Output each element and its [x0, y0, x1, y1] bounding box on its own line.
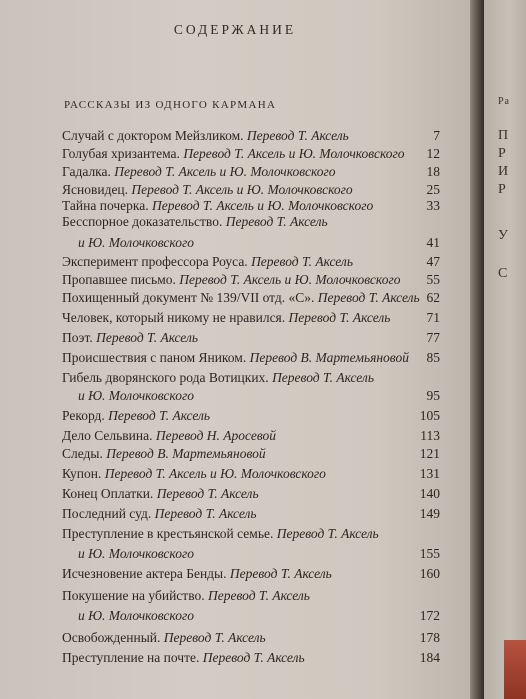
toc-entry-text — [62, 146, 405, 162]
toc-entry-text — [62, 214, 328, 230]
toc-entry — [62, 650, 440, 668]
page-number: 172 — [419, 608, 440, 623]
toc-entry — [62, 235, 440, 253]
story-title: Случай с доктором Мейзликом. — [62, 128, 247, 143]
page-number: 155 — [419, 546, 440, 561]
toc-entry — [62, 408, 440, 426]
facing-page-fragment: Ра — [498, 96, 510, 107]
translator-credit: Перевод Т. Аксель — [108, 408, 211, 423]
story-title: Пропавшее письмо. — [62, 272, 180, 287]
page-number: 7 — [433, 128, 440, 143]
book-cover-edge — [504, 640, 526, 699]
toc-entry-text — [62, 330, 198, 346]
page-number: 184 — [419, 650, 440, 665]
story-title: Поэт. — [62, 330, 97, 345]
translator-credit: Перевод Т. Аксель и Ю. Молочковского — [151, 198, 374, 213]
page-number: 140 — [419, 486, 440, 501]
section-heading: РАССКАЗЫ ИЗ ОДНОГО КАРМАНА — [64, 99, 277, 111]
translator-credit: Перевод Т. Аксель — [225, 214, 328, 229]
translator-credit: и Ю. Молочковского — [78, 235, 194, 250]
toc-entry-text — [62, 272, 400, 288]
toc-entry — [62, 214, 440, 232]
toc-entry-text — [62, 566, 332, 582]
page-number: 18 — [426, 164, 440, 179]
translator-credit: Перевод В. Мартемьяновой — [106, 446, 266, 461]
translator-credit: Перевод Т. Аксель — [317, 290, 420, 305]
translator-credit: Перевод Т. Аксель — [229, 566, 332, 581]
toc-entry-text — [62, 254, 353, 270]
facing-page-fragment: Р — [498, 182, 506, 197]
toc-entry — [62, 272, 440, 290]
story-title: Гадалка. — [62, 164, 115, 179]
toc-entry — [62, 446, 440, 464]
translator-credit: Перевод Т. Аксель — [288, 310, 391, 325]
toc-entry-text — [62, 526, 379, 542]
toc-entry-text — [62, 290, 420, 306]
page-number: 131 — [419, 466, 440, 481]
story-title: Рекорд. — [62, 408, 109, 423]
toc-entry-text — [62, 630, 266, 646]
toc-entry-text — [62, 588, 310, 604]
toc-entry — [62, 506, 440, 524]
toc-entry-text — [62, 164, 336, 180]
translator-credit: Перевод Т. Аксель — [276, 526, 379, 541]
toc-entry — [62, 254, 440, 272]
toc-entry — [62, 310, 440, 328]
toc-entry-text — [62, 128, 349, 144]
story-title: Похищенный документ № 139/VII отд. «С». — [62, 290, 318, 305]
story-title: Человек, который никому не нравился. — [62, 310, 289, 325]
facing-page-fragment: И — [498, 164, 509, 179]
page-number: 62 — [426, 290, 440, 305]
story-title: Освобожденный. — [62, 630, 164, 645]
toc-entry — [62, 630, 440, 648]
story-title: Происшествия с паном Яником. — [62, 350, 250, 365]
translator-credit: Перевод Т. Аксель и Ю. Молочковского — [183, 146, 405, 161]
translator-credit: Перевод Т. Аксель — [96, 330, 198, 345]
translator-credit: Перевод Т. Аксель и Ю. Молочковского — [104, 466, 326, 481]
book-gutter — [470, 0, 484, 699]
toc-entry-text — [62, 370, 374, 386]
story-title: Конец Оплатки. — [62, 486, 157, 501]
toc-entry-text — [78, 608, 194, 624]
facing-page — [484, 0, 526, 699]
translator-credit: Перевод Т. Аксель — [272, 370, 374, 385]
page-number: 160 — [419, 566, 440, 581]
page-number: 71 — [426, 310, 440, 325]
toc-entry — [62, 546, 440, 564]
page-number: 95 — [426, 388, 440, 403]
page-number: 77 — [426, 330, 440, 345]
toc-entry — [62, 486, 440, 504]
toc-entry — [62, 526, 440, 544]
story-title: Ясновидец. — [62, 182, 132, 197]
story-title: Голубая хризантема. — [62, 146, 184, 161]
toc-entry — [62, 290, 440, 308]
toc-entry — [62, 350, 440, 368]
toc-entry-text — [62, 350, 409, 366]
story-title: Гибель дворянского рода Вотицких. — [62, 370, 273, 385]
page-number: 12 — [426, 146, 440, 161]
toc-entry-text — [62, 486, 259, 502]
page-number: 41 — [426, 235, 440, 250]
toc-entry — [62, 128, 440, 146]
story-title: Бесспорное доказательство. — [62, 214, 226, 229]
page-number: 113 — [420, 428, 440, 443]
translator-credit: и Ю. Молочковского — [78, 388, 194, 403]
page-heading: СОДЕРЖАНИЕ — [173, 22, 297, 37]
story-title: Исчезновение актера Бенды. — [62, 566, 230, 581]
translator-credit: Перевод В. Мартемьяновой — [249, 350, 409, 365]
facing-page-fragment: П — [498, 128, 509, 143]
story-title: Тайна почерка. — [62, 198, 152, 213]
toc-entry — [62, 566, 440, 584]
story-title: Последний суд. — [62, 506, 155, 521]
toc-entry-text — [78, 235, 194, 251]
facing-page-fragment: Р — [498, 146, 506, 161]
toc-entry — [62, 146, 440, 164]
toc-entry — [62, 330, 440, 348]
page-number: 121 — [419, 446, 440, 461]
toc-entry-text — [62, 198, 373, 214]
toc-entry — [62, 588, 440, 606]
page-number: 55 — [426, 272, 440, 287]
toc-entry-text — [78, 546, 194, 562]
toc-entry — [62, 388, 440, 406]
story-title: Следы. — [62, 446, 107, 461]
page-number: 178 — [419, 630, 440, 645]
translator-credit: Перевод Т. Аксель — [207, 588, 310, 603]
toc-entry-text — [62, 408, 210, 424]
story-title: Купон. — [62, 466, 105, 481]
translator-credit: Перевод Т. Аксель и Ю. Молочковского — [179, 272, 401, 287]
story-title: Эксперимент профессора Роуса. — [62, 254, 252, 269]
translator-credit: и Ю. Молочковского — [78, 608, 194, 623]
story-title: Преступление в крестьянской семье. — [62, 526, 277, 541]
translator-credit: Перевод Т. Аксель — [251, 254, 353, 269]
page-number: 47 — [426, 254, 440, 269]
story-title: Покушение на убийство. — [62, 588, 208, 603]
translator-credit: Перевод Т. Аксель — [156, 486, 259, 501]
toc-entry — [62, 466, 440, 484]
story-title: Дело Сельвина. — [62, 428, 156, 443]
toc-entry — [62, 428, 440, 446]
toc-entry-text — [62, 428, 276, 444]
toc-entry — [62, 370, 440, 388]
translator-credit: Перевод Н. Аросевой — [155, 428, 277, 443]
translator-credit: Перевод Т. Аксель и Ю. Молочковского — [131, 182, 353, 197]
translator-credit: Перевод Т. Аксель — [246, 128, 349, 143]
facing-page-fragment: С — [498, 266, 508, 281]
toc-entry — [62, 164, 440, 182]
toc-entry-text — [62, 506, 257, 522]
page-number: 149 — [419, 506, 440, 521]
translator-credit: Перевод Т. Аксель и Ю. Молочковского — [114, 164, 336, 179]
translator-credit: и Ю. Молочковского — [78, 546, 194, 561]
toc-entry-text — [62, 310, 390, 326]
page-number: 33 — [426, 198, 440, 213]
translator-credit: Перевод Т. Аксель — [154, 506, 257, 521]
toc-entry-text — [62, 466, 326, 482]
translator-credit: Перевод Т. Аксель — [202, 650, 305, 665]
page-number: 25 — [426, 182, 440, 197]
page-number: 105 — [419, 408, 440, 423]
toc-entry-text — [78, 388, 194, 404]
toc-entry — [62, 608, 440, 626]
toc-entry-text — [62, 446, 266, 462]
page-number: 85 — [426, 350, 440, 365]
toc-entry-text — [62, 650, 305, 666]
story-title: Преступление на почте. — [62, 650, 203, 665]
facing-page-fragment: У — [498, 228, 508, 243]
toc-entry-text — [62, 182, 353, 198]
translator-credit: Перевод Т. Аксель — [163, 630, 266, 645]
